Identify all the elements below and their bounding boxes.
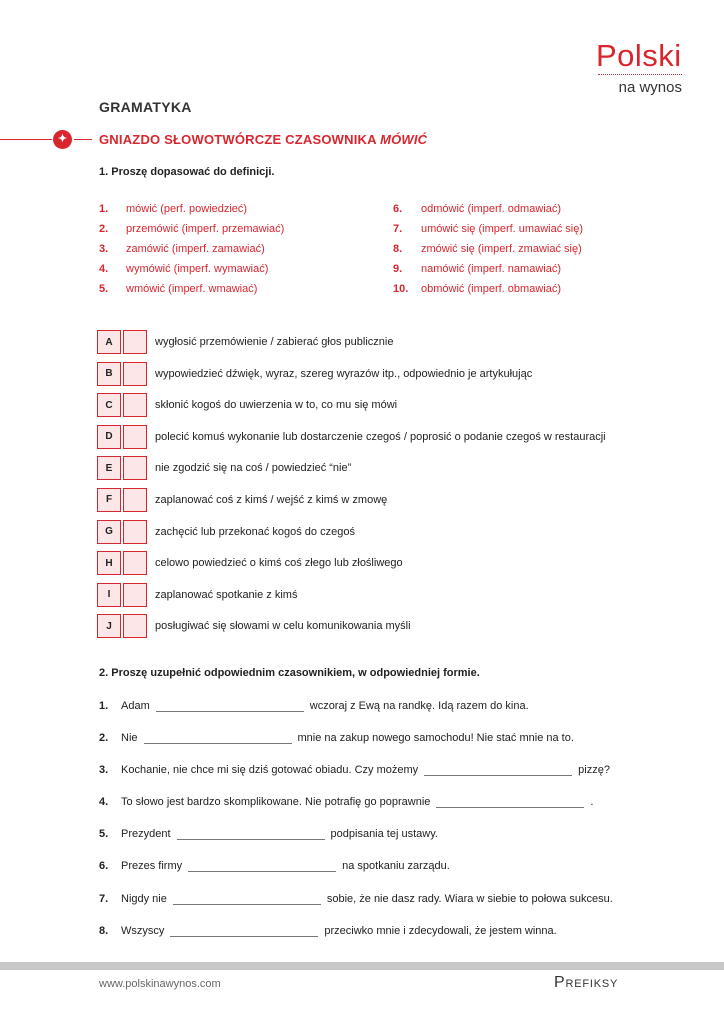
definition-text: zaplanować coś z kimś / wejść z kimś w zmowę (155, 493, 388, 506)
word-number: 1. (99, 203, 109, 215)
sentence-before: Prezes firmy (121, 860, 183, 873)
sentence-before: Wszyscy (121, 924, 165, 937)
section-label: GRAMATYKA (99, 99, 192, 115)
definition-letter: C (97, 393, 121, 417)
answer-blank[interactable] (156, 700, 304, 712)
word-item (393, 203, 583, 223)
definition-row (97, 614, 606, 646)
definition-row (97, 330, 606, 362)
answer-blank[interactable] (177, 828, 325, 840)
answer-box[interactable] (123, 362, 147, 386)
word-number: 3. (99, 243, 109, 255)
sentence-before: Nie (121, 732, 138, 745)
sentence-number: 1. (99, 700, 109, 712)
word-text: umówić się (imperf. umawiać się) (421, 223, 583, 235)
definition-text: posługiwać się słowami w celu komunikowania myśli (155, 620, 411, 633)
word-text: obmówić (imperf. obmawiać) (421, 283, 561, 295)
title-prefix: GNIAZDO SŁOWOTWÓRCZE CZASOWNIKA (99, 132, 381, 147)
definition-letter: G (97, 520, 121, 544)
answer-box[interactable] (123, 425, 147, 449)
title-verb: MÓWIĆ (380, 132, 428, 147)
word-item (393, 283, 583, 303)
footer-url[interactable]: www.polskinawynos.com (99, 978, 221, 990)
definition-row (97, 551, 606, 583)
definition-letter: B (97, 362, 121, 386)
logo-main-text: Polski (596, 38, 682, 73)
answer-blank[interactable] (436, 796, 584, 808)
sentence-row (99, 764, 613, 796)
word-item (393, 223, 583, 243)
definition-row (97, 362, 606, 394)
definition-row (97, 583, 606, 615)
word-number: 9. (393, 263, 403, 275)
definition-text: celowo powiedzieć o kimś coś złego lub złośliwego (155, 557, 403, 570)
sentence-number: 8. (99, 924, 109, 937)
definition-row (97, 425, 606, 457)
definition-text: wypowiedzieć dźwięk, wyraz, szereg wyrazów itp., odpowiednio je artykułując (155, 367, 533, 380)
sentence-number: 6. (99, 860, 109, 873)
sentence-after: pizzę? (578, 764, 610, 777)
logo-divider (598, 74, 682, 75)
sentence-row (99, 828, 613, 860)
title-rule-right (74, 139, 92, 140)
sentence-after: sobie, że nie dasz rady. Wiara w siebie to połowa sukcesu. (326, 892, 613, 905)
sentence-before: To słowo jest bardzo skomplikowane. Nie potrafię go poprawnie (121, 796, 431, 809)
sentence-after: na spotkaniu zarządu. (342, 860, 450, 873)
word-item (99, 283, 284, 303)
word-item (99, 263, 284, 283)
definition-letter: D (97, 425, 121, 449)
answer-box[interactable] (123, 551, 147, 575)
exercise-1-heading: 1. Proszę dopasować do definicji. (99, 166, 275, 178)
definition-letter: F (97, 488, 121, 512)
definition-text: nie zgodzić się na coś / powiedzieć “nie” (155, 462, 352, 475)
sentence-number: 5. (99, 828, 109, 841)
word-text: mówić (perf. powiedzieć) (126, 203, 248, 215)
logo-sub-text: na wynos (618, 79, 682, 96)
definition-letter: A (97, 330, 121, 354)
sentence-after: . (590, 796, 594, 809)
word-item (99, 243, 284, 263)
word-text: wymówić (imperf. wymawiać) (126, 263, 269, 275)
sentence-before: Prezydent (121, 828, 171, 841)
word-item (393, 243, 583, 263)
answer-box[interactable] (123, 520, 147, 544)
sentence-before: Adam (121, 700, 150, 712)
answer-blank[interactable] (173, 893, 321, 905)
definition-row (97, 488, 606, 520)
sentence-after: podpisania tej ustawy. (330, 828, 438, 841)
word-number: 5. (99, 283, 109, 295)
answer-box[interactable] (123, 393, 147, 417)
definition-text: wygłosić przemówienie / zabierać głos publicznie (155, 336, 394, 348)
sentence-number: 3. (99, 764, 109, 777)
word-text: przemówić (imperf. przemawiać) (126, 223, 285, 235)
word-text: namówić (imperf. namawiać) (421, 263, 561, 275)
definition-text: zachęcić lub przekonać kogoś do czegoś (155, 525, 355, 538)
exercise-2-heading: 2. Proszę uzupełnić odpowiednim czasownikiem, w odpowiedniej formie. (99, 667, 480, 679)
word-list-right (393, 203, 583, 303)
answer-blank[interactable] (424, 764, 572, 776)
brand-logo (596, 40, 686, 96)
word-item (393, 263, 583, 283)
answer-blank[interactable] (144, 732, 292, 744)
sentence-row (99, 732, 613, 764)
word-number: 6. (393, 203, 403, 215)
sentence-after: przeciwko mnie i zdecydowali, że jestem winna. (324, 924, 557, 937)
definition-letter: J (97, 614, 121, 638)
word-number: 10. (393, 283, 409, 295)
sentence-row (99, 893, 613, 925)
sentence-after: wczoraj z Ewą na randkę. Idą razem do kina. (309, 700, 529, 712)
answer-box[interactable] (123, 456, 147, 480)
answer-box[interactable] (123, 583, 147, 607)
definition-letter: H (97, 551, 121, 575)
answer-box[interactable] (123, 330, 147, 354)
sentence-after: mnie na zakup nowego samochodu! Nie stać mnie na to. (297, 732, 574, 745)
word-item (99, 203, 284, 223)
sentence-row (99, 700, 613, 732)
word-number: 2. (99, 223, 109, 235)
sentence-number: 7. (99, 892, 109, 905)
sentence-number: 2. (99, 732, 109, 745)
word-number: 8. (393, 243, 403, 255)
word-number: 4. (99, 263, 109, 275)
word-number: 7. (393, 223, 403, 235)
definition-text: skłonić kogoś do uwierzenia w to, co mu się mówi (155, 399, 398, 412)
definition-row (97, 520, 606, 552)
answer-box[interactable] (123, 614, 147, 638)
title-rule-left (0, 139, 52, 140)
word-text: zmówić się (imperf. zmawiać się) (421, 243, 582, 255)
sentence-list (99, 700, 613, 957)
answer-box[interactable] (123, 488, 147, 512)
word-list-left (99, 203, 284, 303)
word-text: wmówić (imperf. wmawiać) (126, 283, 258, 295)
page-title (99, 132, 427, 147)
puzzle-icon: ✦ (53, 130, 72, 149)
sentence-row (99, 796, 613, 828)
footer-bar (0, 962, 724, 970)
definition-letter: E (97, 456, 121, 480)
word-text: odmówić (imperf. odmawiać) (421, 203, 561, 215)
footer-topic: Prefiksy (554, 974, 619, 991)
word-text: zamówić (imperf. zamawiać) (126, 243, 265, 255)
definition-list (97, 330, 606, 646)
definition-text: polecić komuś wykonanie lub dostarczenie czegoś / poprosić o podanie czegoś w restauracji (155, 430, 606, 443)
word-item (99, 223, 284, 243)
definition-row (97, 393, 606, 425)
answer-blank[interactable] (188, 860, 336, 872)
sentence-before: Nigdy nie (121, 892, 167, 905)
definition-letter: I (97, 583, 121, 607)
sentence-before: Kochanie, nie chce mi się dziś gotować obiadu. Czy możemy (121, 764, 419, 777)
sentence-row (99, 860, 613, 892)
definition-text: zaplanować spotkanie z kimś (155, 588, 298, 601)
answer-blank[interactable] (170, 925, 318, 937)
sentence-row (99, 925, 613, 957)
sentence-number: 4. (99, 796, 109, 809)
definition-row (97, 456, 606, 488)
